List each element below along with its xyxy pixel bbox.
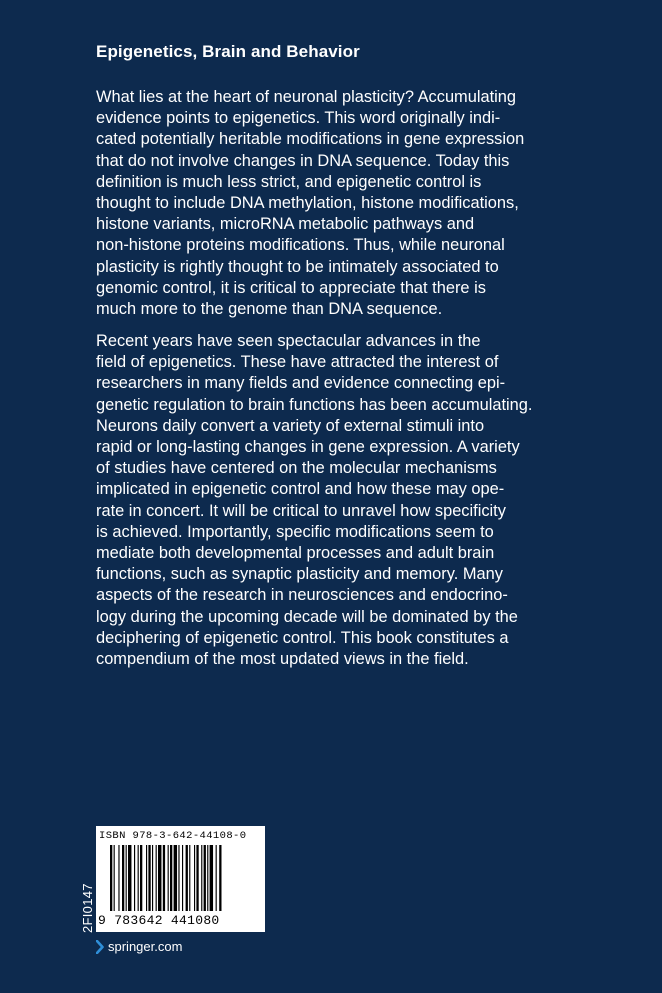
paragraph-line: logy during the upcoming decade will be dominated by the xyxy=(96,607,518,626)
book-title: Epigenetics, Brain and Behavior xyxy=(96,42,360,61)
paragraph-line: implicated in epigenetic control and how these may ope- xyxy=(96,480,505,499)
paragraph-line: plasticity is rightly thought to be intimately associated to xyxy=(96,257,499,276)
paragraph-line: thought to include DNA methylation, histone modifications, xyxy=(96,194,519,213)
paragraph-line: cated potentially heritable modifications in gene expression xyxy=(96,130,525,149)
ean-digits: 9 783642 441080 xyxy=(98,913,220,928)
paragraph-line: What lies at the heart of neuronal plasticity? Accumulating xyxy=(96,88,517,106)
paragraph-line: much more to the genome than DNA sequence. xyxy=(96,300,443,319)
paragraph-line: of studies have centered on the molecular mechanisms xyxy=(96,459,497,478)
paragraph-line: researchers in many fields and evidence connecting epi- xyxy=(96,374,506,393)
paragraph-line: Neurons daily convert a variety of external stimuli into xyxy=(96,416,485,435)
paragraph-line: functions, such as synaptic plasticity and memory. Many xyxy=(96,565,503,584)
paragraph-line: non-histone proteins modifications. Thus, while neuronal xyxy=(96,236,505,255)
paragraph-line: rapid or long-lasting changes in gene expression. A variety xyxy=(96,438,520,457)
paragraph-line: rate in concert. It will be critical to unravel how specificity xyxy=(96,501,506,520)
paragraph-line: deciphering of epigenetic control. This book constitutes a xyxy=(96,628,509,647)
paragraph-line: histone variants, microRNA metabolic pathways and xyxy=(96,215,475,234)
paragraph-line: genetic regulation to brain functions has been accumulating. xyxy=(96,395,533,414)
paragraph-line: that do not involve changes in DNA sequence. Today this xyxy=(96,151,510,170)
paragraph-line: Recent years have seen spectacular advances in the xyxy=(96,332,481,350)
paragraph-line: evidence points to epigenetics. This word originally indi- xyxy=(96,109,501,128)
paragraph-line: mediate both developmental processes and adult brain xyxy=(96,544,495,563)
vertical-product-code: 2FI0147 xyxy=(80,883,95,933)
description-paragraph-2 xyxy=(96,331,596,670)
barcode-bars xyxy=(110,845,254,915)
publisher-url[interactable]: springer.com xyxy=(108,939,183,954)
paragraph-line: definition is much less strict, and epigenetic control is xyxy=(96,172,482,191)
isbn-label: ISBN 978-3-642-44108-0 xyxy=(99,830,247,842)
publisher-link[interactable] xyxy=(96,939,182,954)
paragraph-line: field of epigenetics. These have attracted the interest of xyxy=(96,353,499,372)
paragraph-line: is achieved. Importantly, specific modifications seem to xyxy=(96,522,494,541)
isbn-barcode xyxy=(96,826,265,932)
paragraph-line: compendium of the most updated views in the field. xyxy=(96,650,469,669)
chevron-right-icon xyxy=(96,940,104,954)
paragraph-line: genomic control, it is critical to appreciate that there is xyxy=(96,278,486,297)
paragraph-line: aspects of the research in neurosciences and endocrino- xyxy=(96,586,508,605)
description-paragraph-1 xyxy=(96,87,596,320)
